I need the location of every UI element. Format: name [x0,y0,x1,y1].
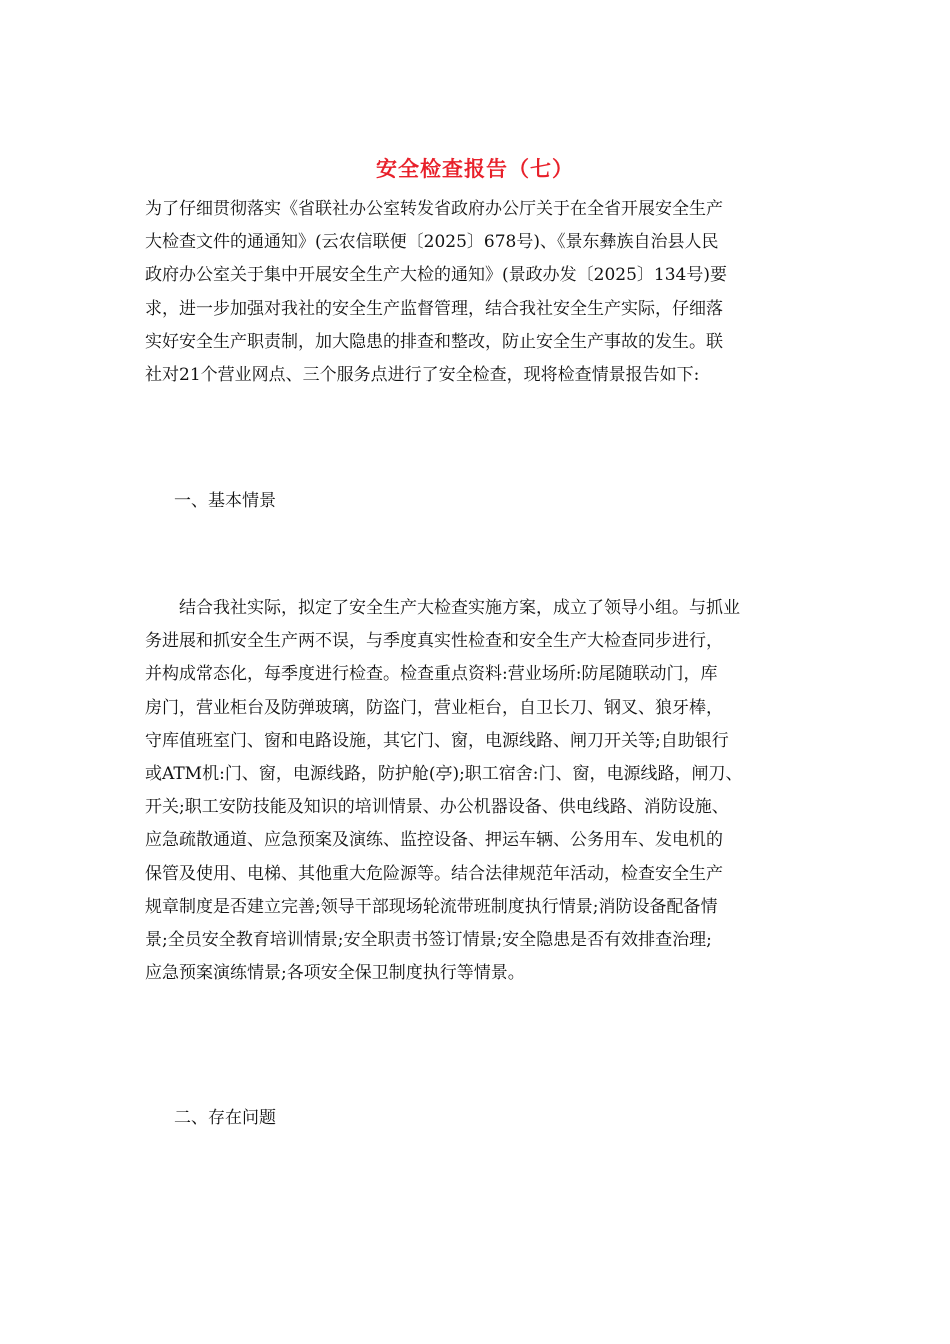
paragraph-line: 开关;职工安防技能及知识的培训情景、办公机器设备、供电线路、消防设施、 [145,797,729,818]
paragraph-line: 房门，营业柜台及防弹玻璃，防盗门，营业柜台，自卫长刀、钢叉、狼牙棒， [145,697,723,718]
paragraph-line: 政府办公室关于集中开展安全生产大检的通知》(景政办发〔2025〕134号)要 [145,265,727,286]
paragraph-line: 应急疏散通道、应急预案及演练、监控设备、押运车辆、公务用车、发电机的 [145,830,723,851]
paragraph-line: 求，进一步加强对我社的安全生产监督管理，结合我社安全生产实际，仔细落 [145,298,723,319]
paragraph-line: 结合我社实际，拟定了安全生产大检查实施方案，成立了领导小组。与抓业 [145,598,740,618]
paragraph-line: 社对21个营业网点、三个服务点进行了安全检查，现将检查情景报告如下: [145,365,700,386]
section-heading-problems: 二、存在问题 [174,1108,276,1128]
document-title: 安全检查报告（七） [376,156,574,181]
paragraph-line: 并构成常态化，每季度进行检查。检查重点资料:营业场所:防尾随联动门，库 [145,664,718,685]
paragraph-line: 应急预案演练情景;各项安全保卫制度执行等情景。 [145,963,525,984]
section-heading-basic: 一、基本情景 [174,491,276,511]
paragraph-line: 规章制度是否建立完善;领导干部现场轮流带班制度执行情景;消防设备配备情 [145,896,718,917]
paragraph-line: 大检查文件的通通知》(云农信联便〔2025〕678号)、《景东彝族自治县人民 [145,232,719,253]
paragraph-line: 务进展和抓安全生产两不误，与季度真实性检查和安全生产大检查同步进行， [145,631,723,652]
basic-situation-paragraph [145,592,820,990]
paragraph-line: 守库值班室门、窗和电路设施，其它门、窗，电源线路、闸刀开关等;自助银行 [145,730,729,751]
paragraph-line: 实好安全生产职责制，加大隐患的排查和整改，防止安全生产事故的发生。联 [145,331,723,352]
paragraph-line: 或ATM机:门、窗，电源线路，防护舱(亭);职工宿舍:门、窗，电源线路，闸刀、 [145,764,743,785]
paragraph-line: 景;全员安全教育培训情景;安全职责书签订情景;安全隐患是否有效排查治理; [145,930,712,951]
paragraph-line: 为了仔细贯彻落实《省联社办公室转发省政府办公厅关于在全省开展安全生产 [145,199,723,219]
intro-paragraph [145,193,820,392]
paragraph-line: 保管及使用、电梯、其他重大危险源等。结合法律规范年活动，检查安全生产 [145,863,723,884]
